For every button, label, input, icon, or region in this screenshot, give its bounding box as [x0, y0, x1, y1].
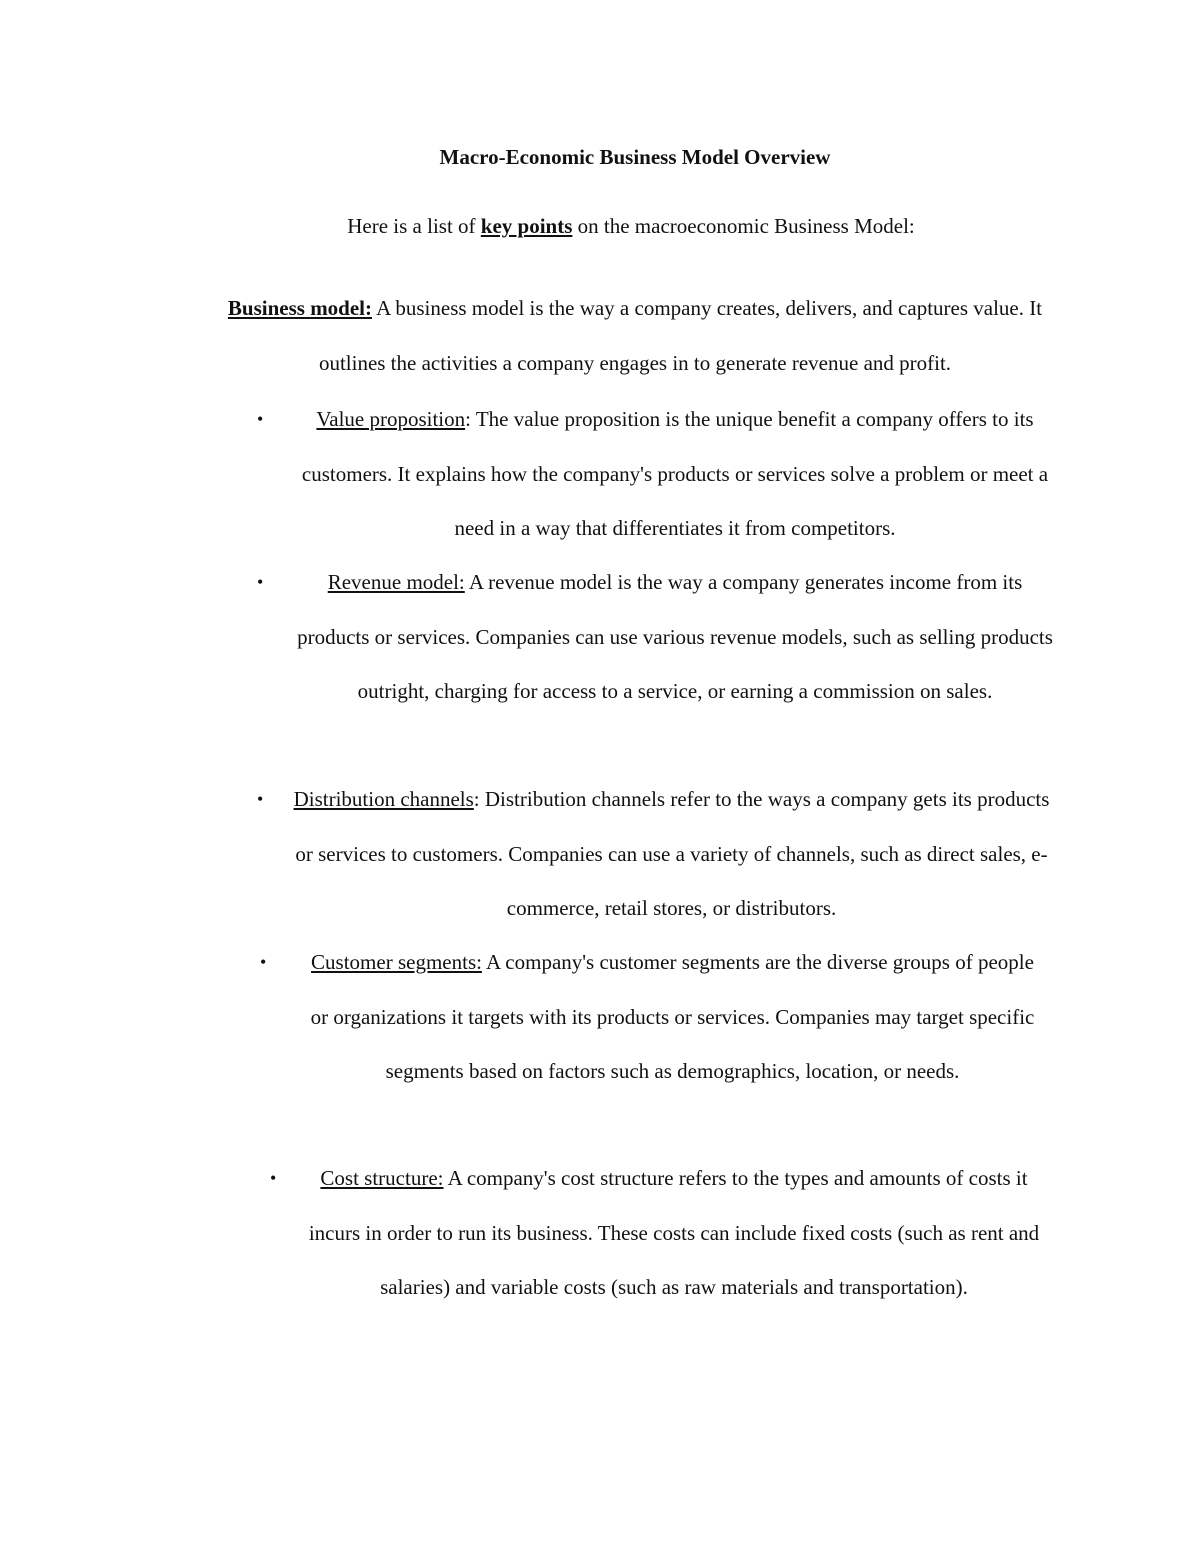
business-model-label: Business model:	[227, 296, 373, 320]
bullet-dot-icon: •	[270, 1168, 277, 1188]
intro-paragraph	[0, 212, 1200, 240]
bullet-dot-icon: •	[257, 409, 264, 429]
bullet-body: A company's customer segments are the diverse groups of people or organizations it targets with its products or services. Companies may target specific segments based on factors such as demographics, location, or needs.	[310, 950, 1035, 1083]
bullet-item-distribution-channels	[257, 772, 1055, 936]
bullet-text	[288, 772, 1055, 936]
bullet-body: A revenue model is the way a company generates income from its products or services. Companies can use various revenue models, such as selling products outright, charging for access to a service, or earning a commission on sales.	[297, 570, 1053, 703]
bullet-text	[295, 392, 1055, 556]
bullet-label: Value proposition	[316, 407, 466, 431]
intro-text-after: on the macroeconomic Business Model:	[572, 214, 915, 238]
business-model-text: A business model is the way a company creates, delivers, and captures value. It outlines the activities a company engages in to generate revenue and profit.	[318, 296, 1043, 375]
bullet-label: Distribution channels	[293, 787, 474, 811]
intro-text-before: Here is a list of	[347, 214, 481, 238]
bullet-label: Cost structure:	[320, 1166, 444, 1190]
bullet-dot-icon: •	[257, 789, 264, 809]
bullet-text	[308, 1151, 1040, 1315]
bullet-item-cost-structure	[270, 1151, 1040, 1315]
bullet-body: : The value proposition is the unique benefit a company offers to its customers. It explains how the company's products or services solve a problem or meet a need in a way that differentiates it from competitors.	[301, 407, 1049, 540]
bullet-item-value-proposition	[257, 392, 1055, 556]
bullet-item-customer-segments	[260, 935, 1045, 1099]
bullet-label: Revenue model:	[327, 570, 465, 594]
bullet-body: : Distribution channels refer to the ways a company gets its products or services to customers. Companies can use a variety of channels, such as direct sales, e-commerce, retail stores, or distributors.	[295, 787, 1050, 920]
bullet-body: A company's cost structure refers to the types and amounts of costs it incurs in order to run its business. These costs can include fixed costs (such as rent and salaries) and variable costs (such as raw materials and transportation).	[308, 1166, 1040, 1299]
bullet-text	[295, 555, 1055, 719]
business-model-paragraph	[210, 281, 1060, 390]
bullet-item-revenue-model	[257, 555, 1055, 719]
bullet-label: Customer segments:	[311, 950, 482, 974]
intro-key-points: key points	[480, 214, 573, 238]
bullet-dot-icon: •	[257, 572, 264, 592]
bullet-text	[300, 935, 1045, 1099]
document-title: Macro-Economic Business Model Overview	[439, 145, 831, 169]
bullet-dot-icon: •	[260, 952, 267, 972]
